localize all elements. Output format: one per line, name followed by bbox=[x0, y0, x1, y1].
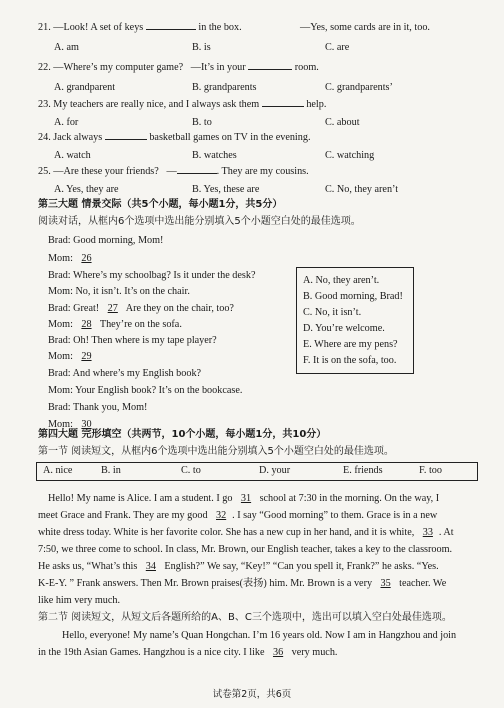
option-25-c[interactable]: C. No, they aren’t bbox=[325, 184, 399, 195]
dialog-line-9: Brad: And where’s my English book? bbox=[48, 368, 202, 379]
blank-23[interactable] bbox=[262, 106, 304, 107]
blank-22[interactable] bbox=[248, 69, 292, 70]
dialog-choices-box bbox=[296, 267, 414, 374]
option-24-c[interactable]: C. watching bbox=[325, 150, 375, 161]
blank-31[interactable]: 31 bbox=[240, 493, 252, 504]
dialog-line-1: Brad: Good morning, Mom! bbox=[48, 235, 164, 246]
bank-option-e[interactable]: E. friends bbox=[343, 465, 383, 476]
question-25: 25. —Are these your friends? — . They are my cousins. bbox=[38, 166, 309, 177]
blank-36[interactable]: 36 bbox=[272, 647, 284, 658]
section-4-part2-instructions: 第二节 阅读短文，从短文后各题所给的A、B、C三个选项中，选出可以填入空白处最佳选项。 bbox=[38, 612, 452, 623]
question-21: 21. —Look! A set of keys in the box. bbox=[38, 22, 242, 33]
choice-c[interactable]: C. No, it isn’t. bbox=[303, 307, 362, 318]
blank-33[interactable]: 33 bbox=[422, 527, 433, 538]
option-21-b[interactable]: B. is bbox=[192, 42, 211, 53]
dialog-line-4: Mom: No, it isn’t. It’s on the chair. bbox=[48, 286, 190, 297]
option-23-a[interactable]: A. for bbox=[54, 117, 79, 128]
section-4-title: 第四大题 完形填空（共两节，10个小题，每小题1分，共10分） bbox=[38, 429, 327, 440]
blank-35[interactable]: 35 bbox=[380, 578, 391, 589]
passage-line-6: K-E-Y. ” Frank answers. Then Mr. Brown praises(表扬) him. Mr. Brown is a very 35 teacher. We bbox=[38, 578, 447, 589]
page-footer: 试卷第2页，共6页 bbox=[212, 689, 292, 700]
blank-27[interactable]: 27 bbox=[107, 303, 118, 314]
option-21-c[interactable]: C. are bbox=[325, 42, 350, 53]
option-23-c[interactable]: C. about bbox=[325, 117, 360, 128]
question-23: 23. My teachers are really nice, and I always ask them help. bbox=[38, 99, 327, 110]
blank-28[interactable]: 28 bbox=[81, 319, 92, 330]
blank-29[interactable]: 29 bbox=[81, 351, 92, 362]
choice-e[interactable]: E. Where are my pens? bbox=[303, 339, 398, 350]
passage2-line-2: in the 19th Asian Games. Hangzhou is a nice city. I like 36 very much. bbox=[38, 647, 338, 658]
question-21-reply: —Yes, some cards are in it, too. bbox=[300, 22, 430, 33]
passage-line-5: He asks us, “What’s this 34 English?” We say, “Key!” “Can you spell it, Frank?” he asks. “Yes. bbox=[38, 561, 439, 572]
passage-line-7: like him very much. bbox=[38, 595, 121, 606]
bank-option-b[interactable]: B. in bbox=[101, 465, 121, 476]
bank-option-a[interactable]: A. nice bbox=[43, 465, 73, 476]
passage-line-2: meet Grace and Frank. They are my good 32 . I say “Good morning” to them. Grace is in a new bbox=[38, 510, 438, 521]
dialog-line-11: Brad: Thank you, Mom! bbox=[48, 402, 148, 413]
passage-line-4: 7:50, we three come to school. In class, Mr. Brown, our English teacher, takes a key to the classroom. bbox=[38, 544, 453, 555]
question-22: 22. —Where’s my computer game? —It’s in your room. bbox=[38, 62, 319, 73]
choice-a[interactable]: A. No, they aren’t. bbox=[303, 275, 380, 286]
option-25-a[interactable]: A. Yes, they are bbox=[54, 184, 119, 195]
dialog-line-6: Mom: 28 They’re on the sofa. bbox=[48, 319, 182, 330]
option-25-b[interactable]: B. Yes, these are bbox=[192, 184, 260, 195]
dialog-line-3: Brad: Where’s my schoolbag? Is it under the desk? bbox=[48, 270, 256, 281]
blank-32[interactable]: 32 bbox=[216, 510, 227, 521]
dialog-line-12: Mom: 30 bbox=[48, 420, 97, 430]
dialog-line-2: Mom: 26 bbox=[48, 254, 97, 264]
blank-34[interactable]: 34 bbox=[145, 561, 156, 572]
choice-f[interactable]: F. It is on the sofa, too. bbox=[303, 355, 397, 366]
option-24-b[interactable]: B. watches bbox=[192, 150, 237, 161]
section-3-instructions: 阅读对话，从框内6个选项中选出能分别填入5个小题空白处的最佳选项。 bbox=[38, 216, 361, 227]
bank-option-c[interactable]: C. to bbox=[181, 465, 201, 476]
option-21-a[interactable]: A. am bbox=[54, 42, 79, 53]
bank-option-d[interactable]: D. your bbox=[259, 465, 291, 476]
dialog-line-5: Brad: Great! 27 Are they on the chair, too? bbox=[48, 303, 234, 314]
blank-25[interactable] bbox=[177, 173, 217, 174]
choice-b[interactable]: B. Good morning, Brad! bbox=[303, 291, 403, 302]
section-3-title: 第三大题 情景交际（共5个小题，每小题1分，共5分） bbox=[38, 199, 283, 210]
word-bank-box bbox=[36, 462, 478, 481]
passage-line-3: white dress today. White is her favorite color. She has a new cup in her hand, and it is white, 33 . At bbox=[38, 527, 454, 538]
option-22-b[interactable]: B. grandparents bbox=[192, 82, 257, 93]
dialog-line-8: Mom: 29 bbox=[48, 352, 97, 362]
dialog-line-10: Mom: Your English book? It’s on the bookcase. bbox=[48, 385, 243, 396]
blank-26[interactable]: 26 bbox=[81, 253, 92, 264]
option-22-c[interactable]: C. grandparents’ bbox=[325, 82, 393, 93]
bank-option-f[interactable]: F. too bbox=[419, 465, 442, 476]
option-22-a[interactable]: A. grandparent bbox=[54, 82, 116, 93]
option-24-a[interactable]: A. watch bbox=[54, 150, 91, 161]
section-4-part1-instructions: 第一节 阅读短文，从框内6个选项中选出能分别填入5个小题空白处的最佳选项。 bbox=[38, 446, 394, 457]
passage-line-1: Hello! My name is Alice. I am a student. I go 31 school at 7:30 in the morning. On the way, I bbox=[48, 493, 440, 504]
dialog-line-7: Brad: Oh! Then where is my tape player? bbox=[48, 335, 217, 346]
choice-d[interactable]: D. You’re welcome. bbox=[303, 323, 385, 334]
blank-30[interactable]: 30 bbox=[81, 419, 92, 430]
blank-24[interactable] bbox=[105, 139, 147, 140]
blank-21[interactable] bbox=[146, 29, 196, 30]
passage2-line-1: Hello, everyone! My name’s Quan Hongchan. I’m 16 years old. Now I am in Hangzhou and join bbox=[62, 630, 457, 641]
option-23-b[interactable]: B. to bbox=[192, 117, 212, 128]
question-24: 24. Jack always basketball games on TV in the evening. bbox=[38, 132, 311, 143]
